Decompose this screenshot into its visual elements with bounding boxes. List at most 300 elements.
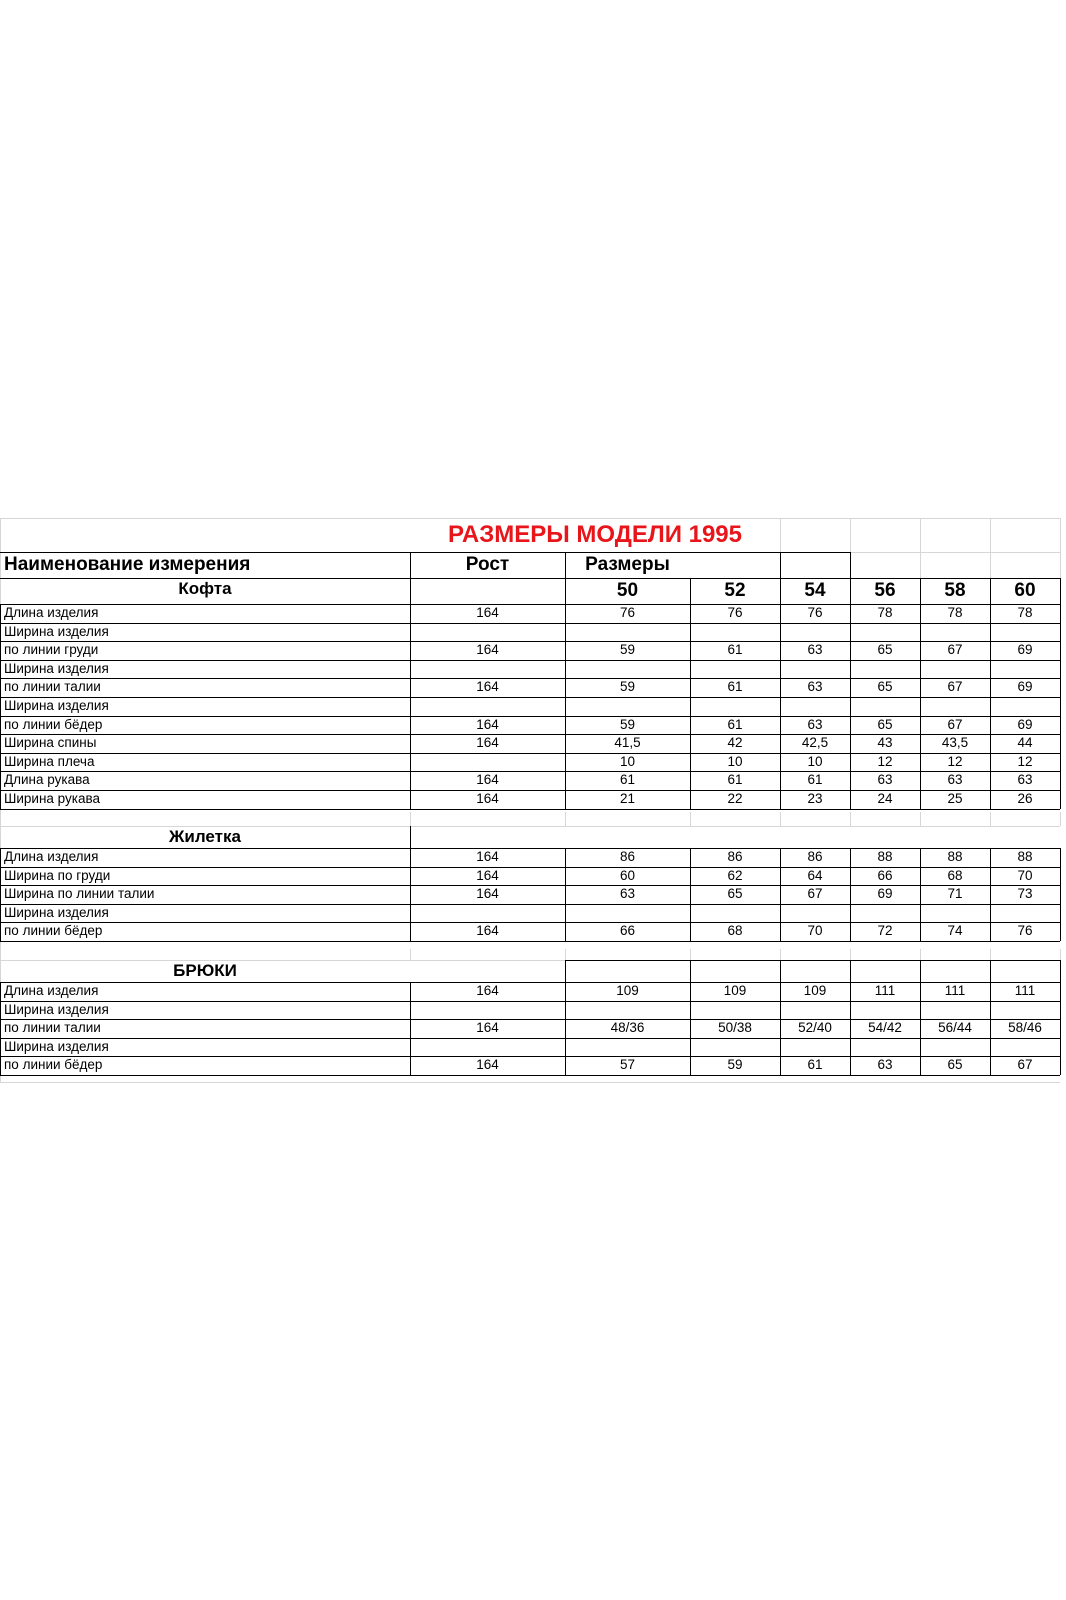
- grid-line: [0, 1082, 1060, 1083]
- grid-line: [920, 885, 921, 904]
- size-value: 67: [947, 642, 963, 658]
- grid-line: [780, 848, 781, 867]
- grid-line: [0, 809, 1060, 810]
- height-value: 164: [476, 1020, 499, 1036]
- size-value: 10: [619, 753, 636, 769]
- size-value: 63: [619, 886, 636, 902]
- grid-line: [565, 949, 566, 960]
- grid-line: [780, 697, 781, 716]
- grid-line: [780, 623, 781, 641]
- grid-line: [850, 552, 851, 578]
- grid-line: [850, 1038, 851, 1056]
- grid-line: [565, 716, 566, 734]
- size-value: 65: [877, 716, 893, 732]
- grid-line: [0, 753, 1, 771]
- grid-line: [1060, 885, 1061, 904]
- size-value: 109: [803, 983, 827, 998]
- size-value: 24: [877, 791, 893, 806]
- grid-line: [780, 753, 781, 771]
- size-value: [780, 697, 850, 716]
- size-value: 88: [1017, 849, 1033, 864]
- measurement-label: Длина изделия: [4, 849, 99, 864]
- grid-line: [690, 949, 691, 960]
- grid-line: [920, 960, 921, 982]
- size-value: 76: [727, 605, 743, 620]
- grid-line: [0, 1019, 1, 1038]
- grid-line: [0, 848, 1, 867]
- grid-line: [410, 1001, 411, 1019]
- grid-line: [1060, 982, 1061, 1001]
- grid-line: [1060, 604, 1061, 623]
- size-value: 52/40: [798, 1020, 832, 1036]
- grid-line: [690, 867, 691, 885]
- size-column-header: 56: [874, 580, 896, 601]
- grid-line: [565, 678, 566, 697]
- grid-line: [990, 771, 991, 790]
- grid-line: [850, 867, 851, 885]
- size-value: 61: [807, 772, 823, 788]
- grid-line: [990, 885, 991, 904]
- grid-line: [990, 518, 991, 552]
- grid-line: [990, 716, 991, 734]
- height-value: [410, 904, 565, 923]
- measurement-label: по линии бёдер: [4, 923, 103, 939]
- size-value: 78: [1017, 605, 1033, 620]
- grid-line: [1060, 623, 1061, 641]
- grid-line: [410, 904, 411, 922]
- grid-line: [1060, 734, 1061, 753]
- grid-line: [410, 982, 411, 1001]
- size-value: 73: [1017, 886, 1033, 902]
- grid-line: [410, 604, 411, 623]
- grid-line: [410, 716, 411, 734]
- size-value: 61: [807, 1057, 823, 1073]
- grid-line: [920, 623, 921, 641]
- grid-line: [850, 1056, 851, 1075]
- grid-line: [690, 604, 691, 623]
- section-title: Жилетка: [169, 827, 241, 846]
- size-column-header: 50: [616, 580, 639, 601]
- grid-line: [1060, 678, 1061, 697]
- grid-line: [850, 982, 851, 1001]
- grid-line: [850, 623, 851, 641]
- grid-line: [410, 678, 411, 697]
- column-header-height: Рост: [465, 554, 510, 575]
- size-value: 48/36: [610, 1020, 645, 1036]
- grid-line: [0, 885, 1, 904]
- grid-line: [1060, 848, 1061, 867]
- grid-line: [565, 848, 566, 867]
- measurement-label: Ширина по груди: [4, 867, 111, 883]
- size-value: [920, 1038, 990, 1057]
- grid-line: [990, 960, 991, 982]
- grid-line: [990, 623, 991, 641]
- grid-line: [1060, 790, 1061, 809]
- grid-line: [850, 790, 851, 809]
- grid-line: [565, 960, 1060, 961]
- height-value: 164: [476, 605, 499, 620]
- size-value: 86: [619, 849, 636, 864]
- size-value: 111: [874, 983, 896, 998]
- height-value: 164: [476, 886, 499, 902]
- size-value: 63: [807, 642, 823, 658]
- grid-line: [565, 623, 566, 641]
- size-value: 65: [727, 886, 743, 902]
- grid-line: [565, 753, 566, 771]
- size-value: [990, 623, 1060, 642]
- size-value: 65: [877, 679, 893, 695]
- size-value: 61: [727, 772, 743, 788]
- grid-line: [690, 960, 691, 982]
- grid-line: [1060, 552, 1061, 578]
- grid-line: [410, 641, 411, 660]
- measurement-label: по линии талии: [4, 1020, 101, 1036]
- grid-line: [690, 1001, 691, 1019]
- grid-line: [0, 1038, 1, 1056]
- grid-line: [780, 885, 781, 904]
- grid-line: [410, 1056, 411, 1075]
- size-value: [565, 1038, 690, 1057]
- grid-line: [1060, 812, 1061, 826]
- size-value: 69: [1017, 679, 1033, 695]
- grid-line: [990, 904, 991, 922]
- grid-line: [410, 660, 411, 678]
- size-value: 56/44: [938, 1020, 972, 1036]
- size-value: 64: [807, 867, 823, 883]
- size-value: [690, 1001, 780, 1020]
- grid-line: [850, 771, 851, 790]
- grid-line: [850, 922, 851, 941]
- grid-line: [410, 826, 411, 848]
- size-value: 70: [1017, 867, 1033, 883]
- size-value: 42: [727, 735, 743, 751]
- size-value: 66: [619, 923, 636, 939]
- measurement-label: Ширина изделия: [4, 660, 109, 676]
- grid-line: [990, 641, 991, 660]
- grid-line: [565, 885, 566, 904]
- grid-line: [0, 867, 1, 885]
- grid-line: [565, 1001, 566, 1019]
- size-value: 109: [616, 983, 639, 998]
- size-value: [850, 697, 920, 716]
- grid-line: [1060, 1056, 1061, 1075]
- grid-line: [850, 660, 851, 678]
- size-value: [780, 1001, 850, 1020]
- grid-line: [920, 1001, 921, 1019]
- grid-line: [780, 960, 781, 982]
- size-value: [690, 660, 780, 679]
- grid-line: [410, 734, 411, 753]
- size-value: [780, 1038, 850, 1057]
- measurement-label: по линии бёдер: [4, 716, 103, 732]
- size-value: 67: [947, 716, 963, 732]
- height-value: 164: [476, 983, 499, 998]
- size-column-header: 58: [944, 580, 966, 601]
- size-value: 58/46: [1008, 1020, 1042, 1036]
- column-header-name: Наименование измерения: [4, 554, 251, 575]
- grid-line: [920, 641, 921, 660]
- grid-line: [410, 885, 411, 904]
- grid-line: [0, 1056, 1, 1075]
- size-value: 59: [619, 642, 636, 658]
- grid-line: [690, 904, 691, 922]
- grid-line: [780, 734, 781, 753]
- size-value: 67: [1017, 1057, 1033, 1073]
- grid-line: [920, 1056, 921, 1075]
- measurement-label: Ширина по линии талии: [4, 886, 155, 902]
- measurement-label: Ширина изделия: [4, 1038, 109, 1054]
- size-value: [850, 623, 920, 642]
- grid-line: [990, 552, 991, 578]
- grid-line: [780, 922, 781, 941]
- height-value: 164: [476, 716, 499, 732]
- height-value: 164: [476, 642, 499, 658]
- size-value: 69: [1017, 642, 1033, 658]
- grid-line: [1060, 660, 1061, 678]
- measurement-label: Ширина изделия: [4, 1001, 109, 1017]
- grid-line: [920, 518, 921, 552]
- size-value: 63: [1017, 772, 1033, 788]
- measurement-label: по линии бёдер: [4, 1057, 103, 1073]
- height-value: [410, 1001, 565, 1020]
- height-value: [410, 1038, 565, 1057]
- size-value: 63: [877, 772, 893, 788]
- grid-line: [1060, 1001, 1061, 1019]
- height-value: [410, 753, 565, 772]
- grid-line: [565, 641, 566, 660]
- grid-line: [990, 1001, 991, 1019]
- grid-line: [990, 867, 991, 885]
- size-value: 61: [727, 679, 743, 695]
- grid-line: [850, 1001, 851, 1019]
- grid-line: [690, 753, 691, 771]
- grid-line: [920, 1038, 921, 1056]
- size-value: 43,5: [941, 735, 969, 751]
- grid-line: [0, 678, 1, 697]
- grid-line: [0, 697, 1, 716]
- size-value: 111: [1014, 983, 1036, 998]
- size-value: 72: [877, 923, 893, 939]
- grid-line: [920, 734, 921, 753]
- grid-line: [0, 922, 1, 941]
- grid-line: [780, 678, 781, 697]
- size-value: 43: [877, 735, 893, 751]
- grid-line: [565, 1038, 566, 1056]
- grid-line: [410, 790, 411, 809]
- size-value: [990, 697, 1060, 716]
- grid-line: [690, 697, 691, 716]
- size-value: 54/42: [868, 1020, 902, 1036]
- size-value: 41,5: [614, 735, 641, 751]
- grid-line: [690, 623, 691, 641]
- size-value: 88: [947, 849, 963, 864]
- size-value: 57: [619, 1057, 636, 1073]
- height-value: [410, 623, 565, 642]
- size-value: [690, 623, 780, 642]
- grid-line: [690, 1056, 691, 1075]
- grid-line: [565, 604, 566, 623]
- grid-line: [410, 623, 411, 641]
- size-value: 10: [727, 753, 743, 769]
- grid-line: [690, 1038, 691, 1056]
- size-value: [920, 623, 990, 642]
- grid-line: [565, 771, 566, 790]
- grid-line: [1060, 753, 1061, 771]
- size-value: [565, 1001, 690, 1020]
- size-value: 65: [947, 1057, 963, 1073]
- height-value: 164: [476, 735, 499, 751]
- grid-line: [0, 604, 1, 623]
- size-value: 44: [1017, 735, 1033, 751]
- measurement-label: по линии груди: [4, 642, 99, 658]
- size-value: 111: [944, 983, 966, 998]
- grid-line: [990, 790, 991, 809]
- grid-line: [990, 734, 991, 753]
- size-value: [780, 623, 850, 642]
- grid-line: [565, 960, 566, 982]
- grid-line: [0, 941, 1060, 942]
- grid-line: [690, 660, 691, 678]
- grid-line: [990, 753, 991, 771]
- grid-line: [780, 660, 781, 678]
- size-value: 76: [807, 605, 823, 620]
- grid-line: [410, 697, 411, 716]
- grid-line: [920, 716, 921, 734]
- grid-line: [990, 982, 991, 1001]
- grid-line: [920, 982, 921, 1001]
- grid-line: [990, 697, 991, 716]
- grid-line: [780, 518, 781, 552]
- grid-line: [780, 812, 781, 826]
- measurement-label: Длина изделия: [4, 605, 99, 620]
- grid-line: [850, 552, 1060, 553]
- section-title: Кофта: [178, 579, 232, 598]
- grid-line: [780, 1001, 781, 1019]
- grid-line: [990, 922, 991, 941]
- size-value: 22: [727, 791, 743, 806]
- grid-line: [565, 867, 566, 885]
- size-value: 12: [877, 753, 893, 769]
- size-value: [920, 904, 990, 923]
- grid-line: [565, 734, 566, 753]
- grid-line: [920, 1019, 921, 1038]
- size-value: [850, 660, 920, 679]
- size-value: 69: [1017, 716, 1033, 732]
- height-value: [410, 697, 565, 716]
- size-value: [990, 904, 1060, 923]
- size-value: [565, 904, 690, 923]
- measurement-label: Ширина плеча: [4, 753, 95, 769]
- size-value: [990, 1001, 1060, 1020]
- grid-line: [690, 641, 691, 660]
- grid-line: [0, 641, 1, 660]
- grid-line: [920, 812, 921, 826]
- grid-line: [565, 660, 566, 678]
- grid-line: [850, 734, 851, 753]
- grid-line: [780, 867, 781, 885]
- height-value: 164: [476, 923, 499, 939]
- height-value: 164: [476, 849, 499, 864]
- grid-line: [690, 734, 691, 753]
- size-value: 12: [1017, 753, 1033, 769]
- grid-line: [920, 867, 921, 885]
- grid-line: [565, 982, 566, 1001]
- grid-line: [780, 771, 781, 790]
- size-value: 66: [877, 867, 893, 883]
- grid-line: [920, 949, 921, 960]
- size-value: 61: [727, 716, 743, 732]
- grid-line: [1060, 1038, 1061, 1056]
- size-value: [780, 904, 850, 923]
- grid-line: [1060, 578, 1061, 604]
- size-value: 59: [619, 716, 636, 732]
- grid-line: [690, 848, 691, 867]
- size-value: 63: [807, 716, 823, 732]
- grid-line: [1060, 949, 1061, 960]
- size-value: 59: [619, 679, 636, 695]
- grid-line: [920, 660, 921, 678]
- grid-line: [780, 552, 781, 578]
- grid-line: [1060, 867, 1061, 885]
- grid-line: [410, 578, 411, 604]
- grid-line: [0, 623, 1, 641]
- size-value: 65: [877, 642, 893, 658]
- grid-line: [690, 1019, 691, 1038]
- grid-line: [850, 1019, 851, 1038]
- grid-line: [410, 1038, 411, 1056]
- size-value: 62: [727, 867, 743, 883]
- grid-line: [850, 697, 851, 716]
- size-column-header: 60: [1014, 580, 1036, 601]
- size-value: [920, 697, 990, 716]
- measurement-label: Ширина изделия: [4, 698, 109, 713]
- grid-line: [780, 641, 781, 660]
- height-value: 164: [476, 867, 499, 883]
- grid-line: [990, 1056, 991, 1075]
- grid-line: [850, 904, 851, 922]
- size-value: [690, 697, 780, 716]
- grid-line: [780, 716, 781, 734]
- grid-line: [990, 812, 991, 826]
- size-value: [850, 1038, 920, 1057]
- grid-line: [690, 982, 691, 1001]
- grid-line: [1060, 518, 1061, 552]
- grid-line: [920, 678, 921, 697]
- height-value: [410, 660, 565, 679]
- grid-line: [690, 790, 691, 809]
- grid-line: [410, 867, 411, 885]
- grid-line: [990, 1038, 991, 1056]
- size-value: 63: [807, 679, 823, 695]
- grid-line: [0, 790, 1, 809]
- size-value: 68: [727, 923, 743, 939]
- grid-line: [1060, 1019, 1061, 1038]
- grid-line: [565, 1019, 566, 1038]
- grid-line: [690, 922, 691, 941]
- size-value: 67: [947, 679, 963, 695]
- chart-title: РАЗМЕРЫ МОДЕЛИ 1995: [447, 521, 743, 548]
- size-value: [850, 1001, 920, 1020]
- grid-line: [0, 1001, 1, 1019]
- grid-line: [850, 753, 851, 771]
- grid-line: [920, 922, 921, 941]
- grid-line: [690, 812, 691, 826]
- size-column-header: 52: [724, 580, 746, 601]
- grid-line: [565, 904, 566, 922]
- size-value: [990, 1038, 1060, 1057]
- size-value: 70: [807, 923, 823, 939]
- size-value: 67: [807, 886, 823, 902]
